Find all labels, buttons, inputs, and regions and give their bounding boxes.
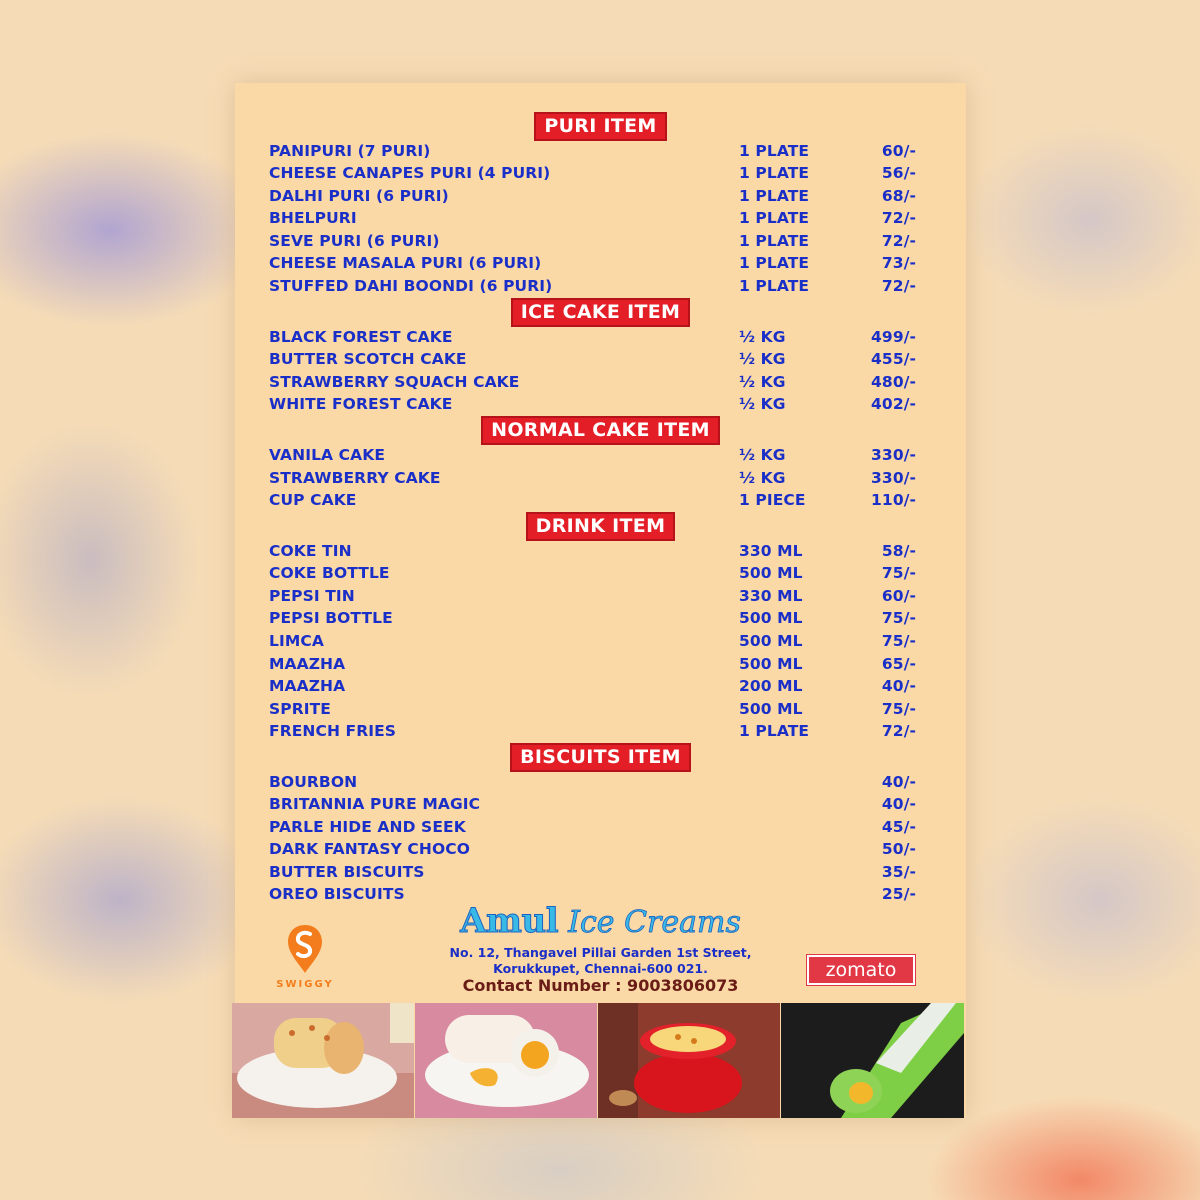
section-heading-biscuits xyxy=(235,743,966,772)
brand-word-amul: Amul xyxy=(460,901,559,941)
menu-item-row xyxy=(235,722,966,744)
item-qty: 1 PLATE xyxy=(739,142,810,160)
menu-item-row xyxy=(235,818,966,840)
item-price: 330/- xyxy=(871,469,916,487)
item-price: 72/- xyxy=(881,209,916,227)
photo-kulfi-roll xyxy=(415,1003,597,1118)
item-price: 72/- xyxy=(881,722,916,740)
item-qty: 200 ML xyxy=(739,677,803,695)
item-price: 40/- xyxy=(881,677,916,695)
item-name: BLACK FOREST CAKE xyxy=(269,328,453,346)
item-price: 402/- xyxy=(871,395,916,413)
item-name: STUFFED DAHI BOONDI (6 PURI) xyxy=(269,277,553,295)
item-price: 40/- xyxy=(881,773,916,791)
menu-item-row xyxy=(235,491,966,513)
menu-item-row xyxy=(235,187,966,209)
menu-item-row xyxy=(235,542,966,564)
item-price: 25/- xyxy=(881,885,916,903)
item-price: 35/- xyxy=(881,863,916,881)
section-title: ICE CAKE ITEM xyxy=(511,298,690,327)
item-price: 110/- xyxy=(871,491,916,509)
swiggy-label: SWIGGY xyxy=(276,979,334,990)
menu-item-row xyxy=(235,209,966,231)
menu-item-row xyxy=(235,277,966,299)
menu-item-row xyxy=(235,373,966,395)
item-name: LIMCA xyxy=(269,632,324,650)
item-qty: 500 ML xyxy=(739,655,803,673)
item-price: 65/- xyxy=(881,655,916,673)
item-price: 75/- xyxy=(881,700,916,718)
menu-item-row xyxy=(235,609,966,631)
item-price: 72/- xyxy=(881,232,916,250)
item-name: CHEESE CANAPES PURI (4 PURI) xyxy=(269,164,551,182)
menu-item-row xyxy=(235,254,966,276)
section-title: BISCUITS ITEM xyxy=(510,743,691,772)
menu-item-row xyxy=(235,840,966,862)
item-price: 72/- xyxy=(881,277,916,295)
item-qty: 1 PLATE xyxy=(739,164,810,182)
item-name: SPRITE xyxy=(269,700,331,718)
item-qty: 330 ML xyxy=(739,587,803,605)
item-price: 75/- xyxy=(881,632,916,650)
item-name: STRAWBERRY CAKE xyxy=(269,469,441,487)
menu-item-row xyxy=(235,142,966,164)
item-qty: ½ KG xyxy=(739,328,786,346)
item-name: DALHI PURI (6 PURI) xyxy=(269,187,449,205)
item-name: PEPSI TIN xyxy=(269,587,355,605)
item-qty: ½ KG xyxy=(739,373,786,391)
menu-item-row xyxy=(235,232,966,254)
item-price: 480/- xyxy=(871,373,916,391)
item-price: 75/- xyxy=(881,564,916,582)
item-name: VANILA CAKE xyxy=(269,446,386,464)
item-price: 499/- xyxy=(871,328,916,346)
menu-item-row xyxy=(235,587,966,609)
item-price: 60/- xyxy=(881,587,916,605)
brand-logo xyxy=(235,901,966,941)
item-qty: 1 PLATE xyxy=(739,209,810,227)
menu-item-row xyxy=(235,632,966,654)
item-name: BUTTER SCOTCH CAKE xyxy=(269,350,467,368)
address-line-2: Korukkupet, Chennai-600 021. xyxy=(493,961,708,976)
item-qty: 330 ML xyxy=(739,542,803,560)
item-price: 330/- xyxy=(871,446,916,464)
section-title: NORMAL CAKE ITEM xyxy=(481,416,720,445)
item-qty: 1 PLATE xyxy=(739,187,810,205)
photo-pista-roll xyxy=(781,1003,964,1118)
menu-item-row xyxy=(235,677,966,699)
brand-word-ice-creams: Ice Creams xyxy=(568,905,741,940)
item-name: BHELPURI xyxy=(269,209,357,227)
menu-item-row xyxy=(235,469,966,491)
menu-item-row xyxy=(235,655,966,677)
swiggy-icon xyxy=(285,923,325,975)
address-line-1: No. 12, Thangavel Pillai Garden 1st Street, xyxy=(449,945,752,960)
item-qty: 1 PLATE xyxy=(739,722,810,740)
swiggy-logo xyxy=(275,923,335,990)
contact-number: Contact Number : 9003806073 xyxy=(462,976,739,995)
item-price: 58/- xyxy=(881,542,916,560)
item-price: 45/- xyxy=(881,818,916,836)
menu-item-row xyxy=(235,328,966,350)
section-heading-normal-cake xyxy=(235,416,966,445)
item-qty: 1 PLATE xyxy=(739,277,810,295)
item-price: 50/- xyxy=(881,840,916,858)
menu-item-row xyxy=(235,350,966,372)
section-heading-drink xyxy=(235,512,966,541)
item-price: 60/- xyxy=(881,142,916,160)
menu-item-row xyxy=(235,564,966,586)
item-name: BUTTER BISCUITS xyxy=(269,863,425,881)
item-qty: ½ KG xyxy=(739,469,786,487)
item-price: 68/- xyxy=(881,187,916,205)
item-qty: 1 PIECE xyxy=(739,491,806,509)
menu-item-row xyxy=(235,395,966,417)
zomato-logo: zomato xyxy=(807,955,915,985)
item-qty: 1 PLATE xyxy=(739,254,810,272)
menu-item-row xyxy=(235,164,966,186)
menu-item-row xyxy=(235,773,966,795)
item-name: COKE TIN xyxy=(269,542,352,560)
item-name: CHEESE MASALA PURI (6 PURI) xyxy=(269,254,542,272)
item-name: BOURBON xyxy=(269,773,358,791)
item-qty: 500 ML xyxy=(739,564,803,582)
item-qty: ½ KG xyxy=(739,395,786,413)
item-qty: 1 PLATE xyxy=(739,232,810,250)
item-qty: ½ KG xyxy=(739,446,786,464)
section-title: PURI ITEM xyxy=(534,112,666,141)
item-price: 56/- xyxy=(881,164,916,182)
section-heading-ice-cake xyxy=(235,298,966,327)
item-name: DARK FANTASY CHOCO xyxy=(269,840,471,858)
item-price: 455/- xyxy=(871,350,916,368)
item-name: WHITE FOREST CAKE xyxy=(269,395,453,413)
photo-cake-roll xyxy=(232,1003,414,1118)
menu-item-row xyxy=(235,863,966,885)
item-name: STRAWBERRY SQUACH CAKE xyxy=(269,373,520,391)
section-title: DRINK ITEM xyxy=(526,512,676,541)
menu-item-row xyxy=(235,795,966,817)
item-price: 40/- xyxy=(881,795,916,813)
menu-item-row xyxy=(235,700,966,722)
item-price: 73/- xyxy=(881,254,916,272)
item-name: SEVE PURI (6 PURI) xyxy=(269,232,440,250)
item-name: CUP CAKE xyxy=(269,491,357,509)
item-name: FRENCH FRIES xyxy=(269,722,397,740)
item-name: PEPSI BOTTLE xyxy=(269,609,393,627)
item-qty: 500 ML xyxy=(739,632,803,650)
photo-matka-kulfi xyxy=(598,1003,780,1118)
item-qty: 500 ML xyxy=(739,609,803,627)
menu-card xyxy=(235,83,966,1118)
item-qty: ½ KG xyxy=(739,350,786,368)
item-price: 75/- xyxy=(881,609,916,627)
item-qty: 500 ML xyxy=(739,700,803,718)
item-name: PARLE HIDE AND SEEK xyxy=(269,818,466,836)
food-photo-strip xyxy=(232,1003,966,1118)
menu-item-row xyxy=(235,446,966,468)
item-name: BRITANNIA PURE MAGIC xyxy=(269,795,481,813)
section-heading-puri xyxy=(235,112,966,141)
item-name: MAAZHA xyxy=(269,677,346,695)
item-name: PANIPURI (7 PURI) xyxy=(269,142,431,160)
item-name: MAAZHA xyxy=(269,655,346,673)
item-name: OREO BISCUITS xyxy=(269,885,405,903)
item-name: COKE BOTTLE xyxy=(269,564,390,582)
